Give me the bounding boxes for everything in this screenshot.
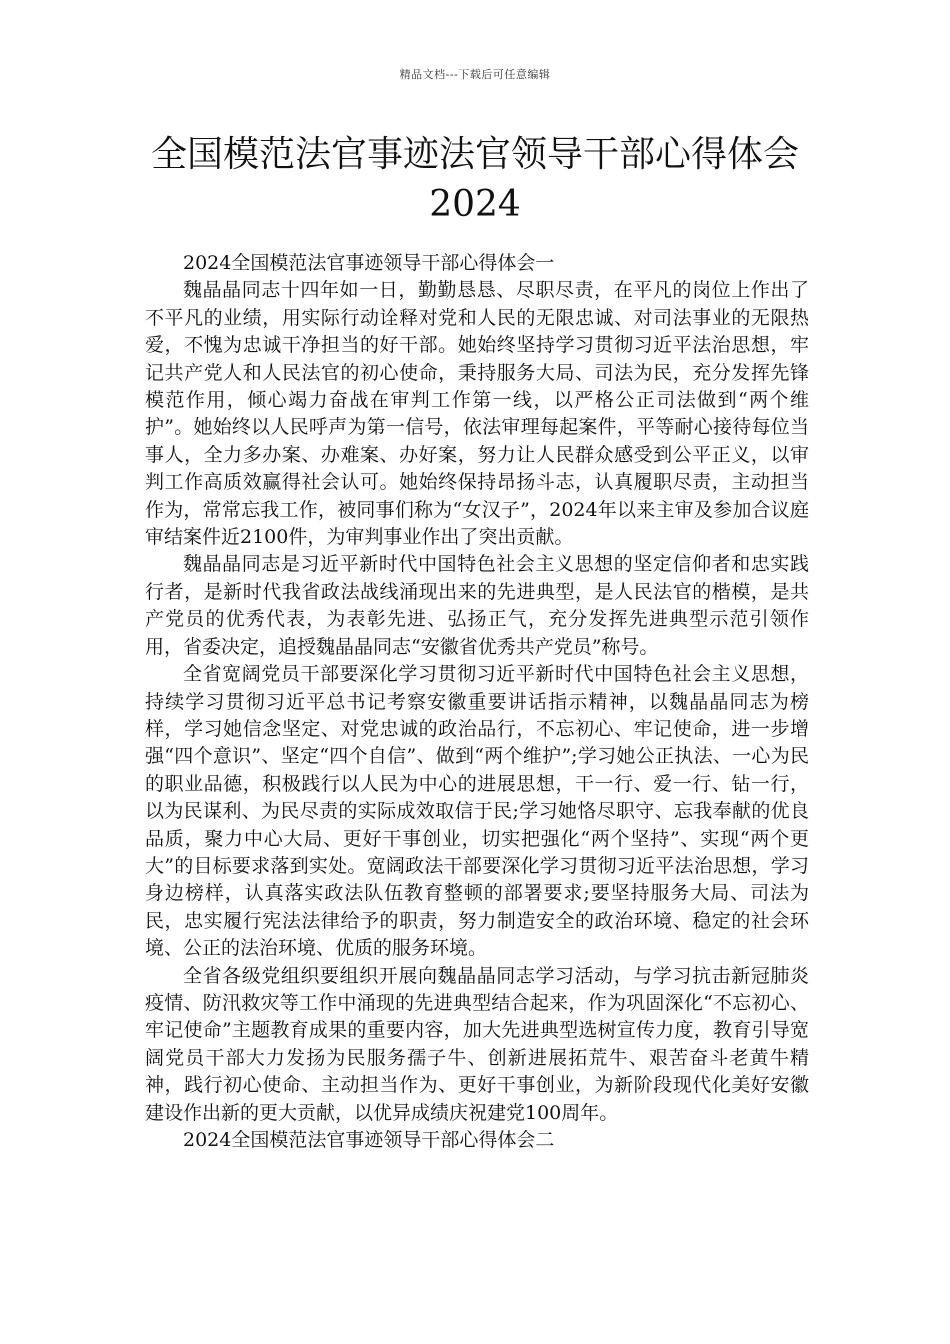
section-heading-2: 2024全国模范法官事迹领导干部心得体会二 <box>183 1129 555 1151</box>
title-line-1: 全国模范法官事迹法官领导干部心得体会 <box>150 134 799 175</box>
paragraph-2: 魏晶晶同志是习近平新时代中国特色社会主义思想的坚定信仰者和忠实践行者，是新时代我省政法战线涌现出来的先进典型，是人民法官的楷模，是共产党员的优秀代表，为表彰先进、弘扬正气，充分发挥先进典型示范引领作用，省委决定，追授魏晶晶同志“安徽省优秀共产党员”称号。 <box>145 553 809 658</box>
paragraph-4: 全省各级党组织要组织开展向魏晶晶同志学习活动，与学习抗击新冠肺炎疫情、防汛救灾等工作中涌现的先进典型结合起来，作为巩固深化“不忘初心、牢记使命”主题教育成果的重要内容，加大先进典型选树宣传力度，教育引导宽阔党员干部大力发扬为民服务孺子牛、创新进展拓荒牛、艰苦奋斗老黄牛精神，践行初心使命、主动担当作为、更好干事创业，为新阶段现代化美好安徽建设作出新的更大贡献，以优异成绩庆祝建党100周年。 <box>145 964 809 1124</box>
document-body <box>145 250 809 1154</box>
paragraph-1: 魏晶晶同志十四年如一日，勤勤恳恳、尽职尽责，在平凡的岗位上作出了不平凡的业绩，用实际行动诠释对党和人民的无限忠诚、对司法事业的无限热爱，不愧为忠诚干净担当的好干部。她始终坚持学习贯彻习近平法治思想，牢记共产党人和人民法官的初心使命，秉持服务大局、司法为民，充分发挥先锋模范作用，倾心竭力奋战在审判工作第一线，以严格公正司法做到“两个维护”。她始终以人民呼声为第一信号，依法审理每起案件，平等耐心接待每位当事人，全力多办案、办难案、办好案，努力让人民群众感受到公平正义，以审判工作高质效赢得社会认可。她始终保持昂扬斗志，认真履职尽责，主动担当作为，常常忘我工作，被同事们称为“女汉子”，2024年以来主审及参加合议庭审结案件近2100件，为审判事业作出了突出贡献。 <box>145 279 809 549</box>
section-heading-1: 2024全国模范法官事迹领导干部心得体会一 <box>183 252 555 274</box>
paragraph-3: 全省宽阔党员干部要深化学习贯彻习近平新时代中国特色社会主义思想，持续学习贯彻习近平总书记考察安徽重要讲话指示精神，以魏晶晶同志为榜样，学习她信念坚定、对党忠诚的政治品行，不忘初心、牢记使命，进一步增强“四个意识”、坚定“四个自信”、做到“两个维护”;学习她公正执法、一心为民的职业品德，积极践行以人民为中心的进展思想，干一行、爱一行、钻一行，以为民谋利、为民尽责的实际成效取信于民;学习她恪尽职守、忘我奉献的优良品质，聚力中心大局、更好干事创业，切实把强化“两个坚持”、实现“两个更大”的目标要求落到实处。宽阔政法干部要深化学习贯彻习近平法治思想，学习身边榜样，认真落实政法队伍教育整顿的部署要求;要坚持服务大局、司法为民，忠实履行宪法法律给予的职责，努力制造安全的政治环境、稳定的社会环境、公正的法治环境、优质的服务环境。 <box>145 663 809 960</box>
page-header: 精品文档---下载后可任意编辑 <box>399 68 551 81</box>
title-line-2: 2024 <box>429 184 521 225</box>
document-title <box>145 130 805 230</box>
